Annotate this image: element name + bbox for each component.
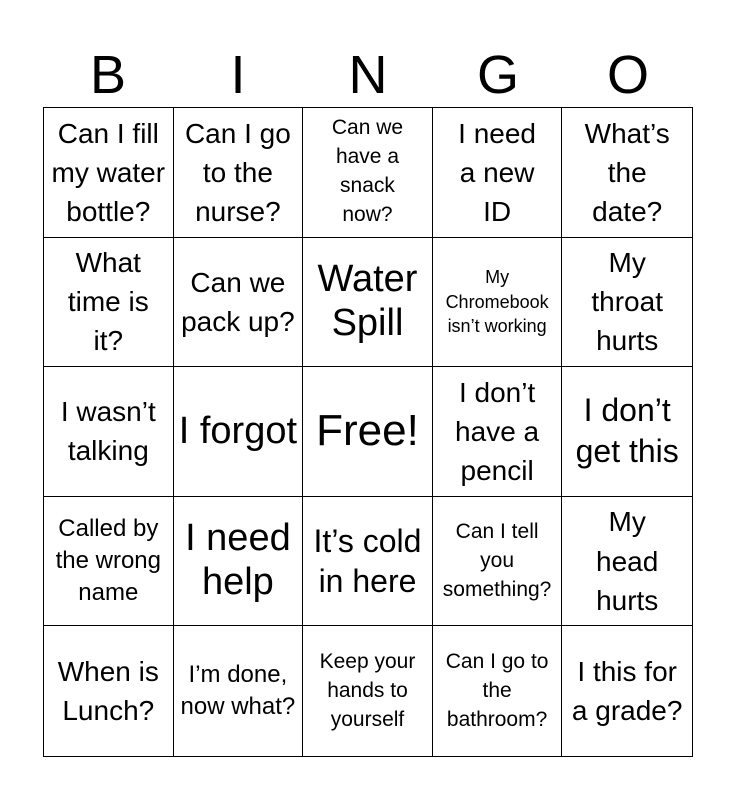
bingo-cell[interactable] (433, 108, 563, 238)
cell-text: I wasn’t talking (60, 396, 156, 467)
bingo-cell[interactable] (174, 497, 304, 627)
cell-text: I need a new ID (458, 117, 537, 227)
bingo-cell[interactable] (44, 497, 174, 627)
header-letter-o: O (606, 45, 649, 105)
cell-text: I need help (185, 517, 291, 604)
header-letter-b: B (89, 45, 127, 105)
cell-text: What time is it? (67, 247, 149, 357)
bingo-cell[interactable] (433, 626, 563, 756)
bingo-cell[interactable] (174, 367, 304, 497)
cell-text: My throat hurts (591, 247, 663, 357)
bingo-cell[interactable] (303, 238, 433, 368)
bingo-cell[interactable] (433, 367, 563, 497)
cell-text: What’s the date? (584, 117, 670, 227)
cell-text: Keep your hands to yourself (319, 649, 416, 731)
cell-text: Water Spill (317, 258, 418, 344)
cell-text: Free! (316, 406, 419, 456)
cell-text: When is Lunch? (57, 656, 159, 727)
cell-text: Can we pack up? (181, 266, 295, 337)
bingo-cell[interactable] (174, 238, 304, 368)
bingo-cell[interactable] (562, 108, 692, 238)
bingo-cell[interactable] (562, 497, 692, 627)
header-letter-i: I (230, 45, 246, 105)
cell-text: It’s cold in here (313, 523, 422, 600)
bingo-header (43, 42, 693, 108)
header-letter-g: G (476, 45, 519, 105)
bingo-cell[interactable] (562, 367, 692, 497)
cell-text: Called by the wrong name (55, 514, 161, 607)
bingo-cell[interactable] (44, 626, 174, 756)
bingo-cell[interactable] (44, 108, 174, 238)
bingo-cell[interactable] (44, 238, 174, 368)
bingo-cell[interactable] (562, 238, 692, 368)
cell-text: I this for a grade? (571, 656, 683, 727)
bingo-cell[interactable] (174, 626, 304, 756)
cell-text: Can I fill my water bottle? (51, 117, 166, 227)
cell-text: I don’t get this (575, 391, 679, 470)
bingo-cell[interactable] (562, 626, 692, 756)
cell-text: Can I tell you something? (442, 519, 552, 601)
bingo-cell[interactable] (303, 497, 433, 627)
cell-text: Can I go to the bathroom? (445, 649, 549, 731)
bingo-cell[interactable] (303, 367, 433, 497)
bingo-cell[interactable] (44, 367, 174, 497)
header-letter-n: N (348, 45, 388, 105)
cell-text: My head hurts (596, 506, 659, 616)
cell-text: My Chromebook isn’t working (445, 267, 549, 337)
cell-text: Can we have a snack now? (331, 116, 404, 227)
bingo-board (43, 107, 693, 757)
bingo-cell[interactable] (303, 108, 433, 238)
bingo-cell[interactable] (433, 497, 563, 627)
bingo-cell[interactable] (303, 626, 433, 756)
cell-text: Can I go to the nurse? (184, 117, 291, 227)
cell-text: I’m done, now what? (180, 660, 296, 721)
cell-text: I forgot (178, 409, 298, 452)
bingo-cell[interactable] (433, 238, 563, 368)
cell-text: I don’t have a pencil (455, 376, 540, 487)
bingo-cell[interactable] (174, 108, 304, 238)
